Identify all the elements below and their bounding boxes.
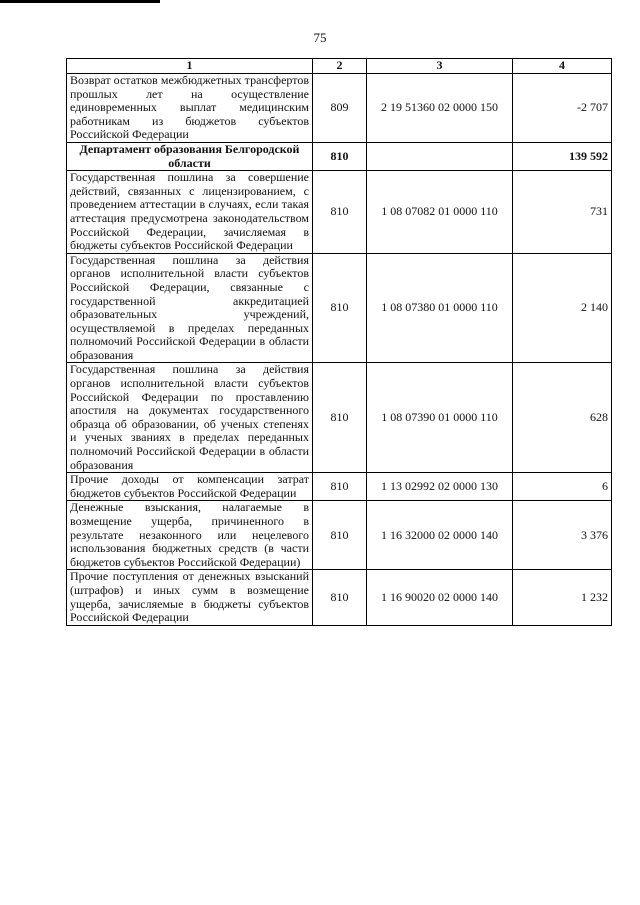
table-row <box>67 253 612 363</box>
amount: 731 <box>513 171 612 254</box>
budget-classification-code: 1 16 90020 02 0000 140 <box>367 570 513 625</box>
page-number: 75 <box>313 30 327 45</box>
table-row <box>67 570 612 625</box>
amount: -2 707 <box>513 74 612 143</box>
table-row <box>67 74 612 143</box>
revenue-name: Денежные взыскания, налагаемые в возмещение ущерба, причиненного в результате незаконного или нецелевого использования бюджетных средств (в части бюджетов субъектов Российской Федерации) <box>67 501 313 570</box>
amount: 139 592 <box>513 142 612 170</box>
revenue-name: Прочие поступления от денежных взысканий (штрафов) и иных сумм в возмещение ущерба, зачисляемые в бюджеты субъектов Российской Федерации <box>67 570 313 625</box>
admin-code: 810 <box>313 473 367 501</box>
table-row <box>67 363 612 473</box>
top-rule <box>0 0 160 3</box>
column-header-3: 3 <box>367 59 513 74</box>
admin-code: 810 <box>313 171 367 254</box>
revenue-name: Прочие доходы от компенсации затрат бюджетов субъектов Российской Федерации <box>67 473 313 501</box>
budget-classification-code: 2 19 51360 02 0000 150 <box>367 74 513 143</box>
revenue-name: Возврат остатков межбюджетных трансфертов прошлых лет на осуществление единовременных выплат медицинским работникам из бюджетов субъектов Российской Федерации <box>67 74 313 143</box>
table-row <box>67 473 612 501</box>
budget-classification-code: 1 16 32000 02 0000 140 <box>367 501 513 570</box>
budget-classification-code: 1 08 07380 01 0000 110 <box>367 253 513 363</box>
column-header-2: 2 <box>313 59 367 74</box>
budget-classification-code <box>367 142 513 170</box>
amount: 628 <box>513 363 612 473</box>
department-name: Департамент образования Белгородской области <box>67 142 313 170</box>
admin-code: 810 <box>313 363 367 473</box>
table-header-row <box>67 59 612 74</box>
budget-classification-code: 1 08 07390 01 0000 110 <box>367 363 513 473</box>
amount: 3 376 <box>513 501 612 570</box>
department-row <box>67 142 612 170</box>
amount: 6 <box>513 473 612 501</box>
table-row <box>67 171 612 254</box>
amount: 2 140 <box>513 253 612 363</box>
admin-code: 810 <box>313 570 367 625</box>
revenue-name: Государственная пошлина за совершение действий, связанных с лицензированием, с проведением аттестации в случаях, если такая аттестация предусмотрена законодательством Российской Федерации, зачисляемая в бюджеты субъектов Российской Федерации <box>67 171 313 254</box>
admin-code: 810 <box>313 142 367 170</box>
admin-code: 810 <box>313 501 367 570</box>
amount: 1 232 <box>513 570 612 625</box>
column-header-4: 4 <box>513 59 612 74</box>
revenue-name: Государственная пошлина за действия органов исполнительной власти субъектов Российской Федерации по проставлению апостиля на документах государственного образца об образовании, об ученых степенях и ученых званиях в пределах переданных полномочий Российской Федерации в области образования <box>67 363 313 473</box>
revenue-name: Государственная пошлина за действия органов исполнительной власти субъектов Российской Федерации, связанные с государственной аккредитацией образовательных учреждений, осуществляемой в пределах переданных полномочий Российской Федерации в области образования <box>67 253 313 363</box>
budget-classification-code: 1 13 02992 02 0000 130 <box>367 473 513 501</box>
column-header-1: 1 <box>67 59 313 74</box>
budget-classification-code: 1 08 07082 01 0000 110 <box>367 171 513 254</box>
admin-code: 810 <box>313 253 367 363</box>
admin-code: 809 <box>313 74 367 143</box>
revenue-table <box>66 58 612 626</box>
table-row <box>67 501 612 570</box>
